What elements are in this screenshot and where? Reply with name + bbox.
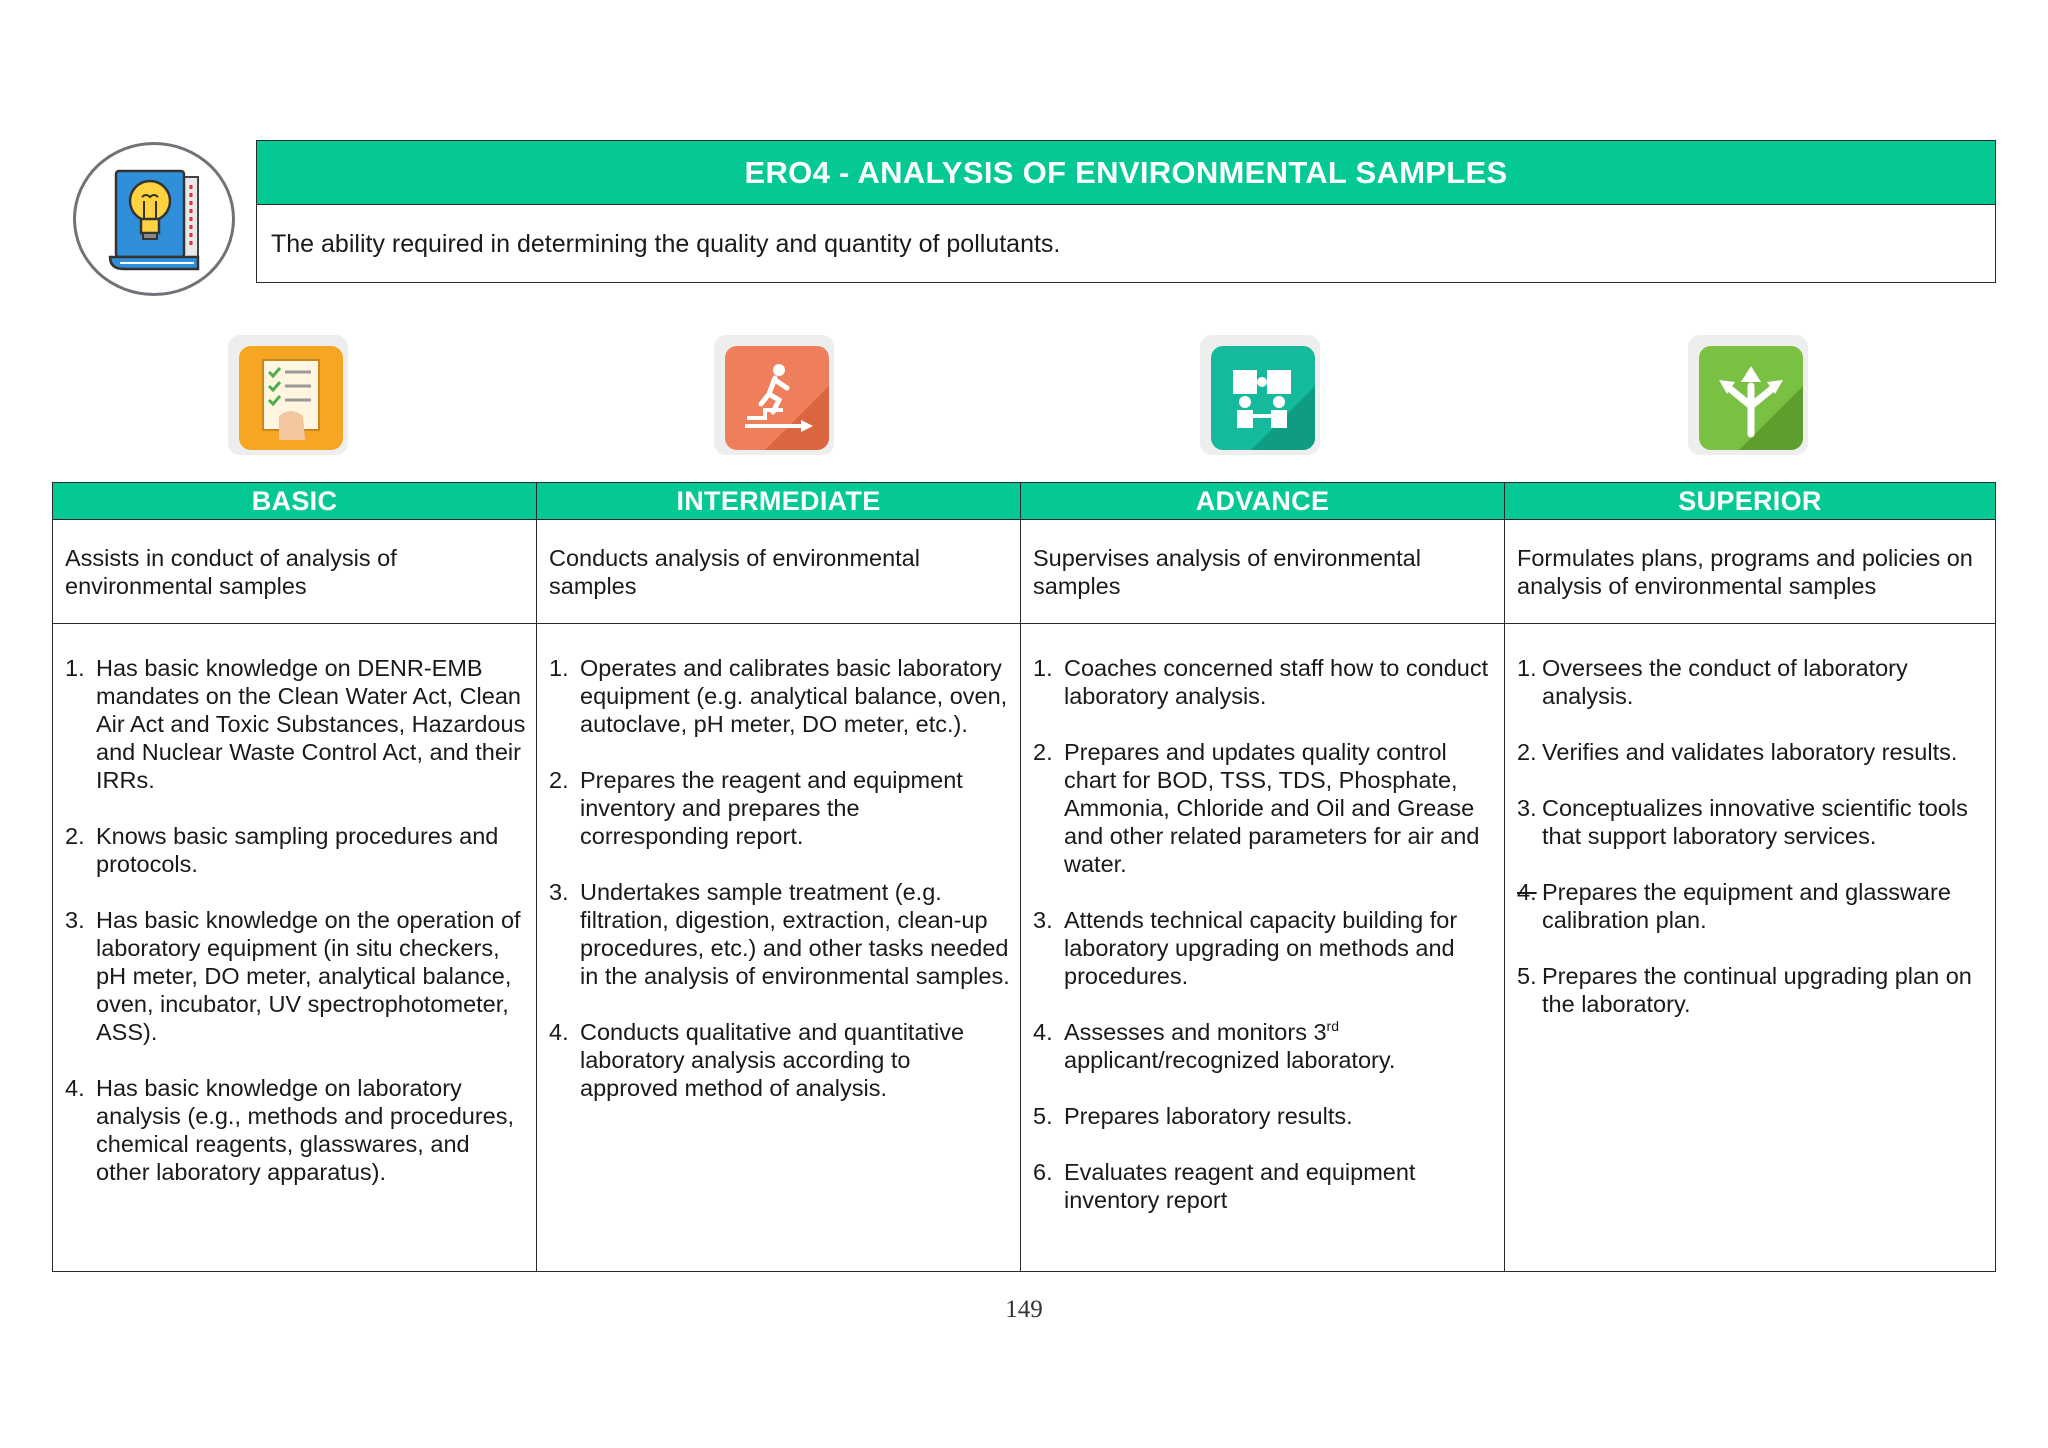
- list-item: 3. Undertakes sample treatment (e.g. filtration, digestion, extraction, clean-up procedures, etc.) and other tasks needed in the analysis of environmental samples.: [549, 879, 1010, 989]
- list-item: 3. Conceptualizes innovative scientific tools that support laboratory services.: [1517, 795, 1968, 849]
- list-item: 1. Oversees the conduct of laboratory analysis.: [1517, 655, 1908, 709]
- team-puzzle-icon: [1200, 335, 1320, 455]
- list-item: 5. Prepares laboratory results.: [1033, 1103, 1353, 1129]
- list-item: 4. Assesses and monitors 3rd applicant/recognized laboratory.: [1033, 1018, 1396, 1073]
- list-item: 1. Coaches concerned staff how to conduct laboratory analysis.: [1033, 655, 1489, 709]
- column-header-superior: SUPERIOR: [1505, 483, 1995, 520]
- list-item: 2. Prepares and updates quality control chart for BOD, TSS, TDS, Phosphate, Ammonia, Chloride and Oil and Grease and other related parameters for air and water.: [1033, 739, 1480, 877]
- list-item: 1. Operates and calibrates basic laboratory equipment (e.g. analytical balance, oven, autoclave, pH meter, DO meter, etc.).: [549, 655, 1008, 737]
- summary-basic: Assists in conduct of analysis of environmental samples: [53, 520, 536, 624]
- summary-advance: Supervises analysis of environmental samples: [1021, 520, 1504, 624]
- list-item: 5. Prepares the continual upgrading plan on the laboratory.: [1517, 963, 1972, 1017]
- list-item: 3. Has basic knowledge on the operation of laboratory equipment (in situ checkers, pH meter, DO meter, analytical balance, oven, incubator, UV spectrophotometer, ASS).: [65, 907, 521, 1045]
- column-superior: [1505, 483, 1995, 1271]
- competency-title: ERO4 - ANALYSIS OF ENVIRONMENTAL SAMPLES: [257, 141, 1995, 205]
- person-climbing-stairs-icon: [714, 335, 834, 455]
- lightbulb-book-logo-icon: [73, 142, 235, 296]
- checklist-icon: [228, 335, 348, 455]
- summary-superior: Formulates plans, programs and policies on analysis of environmental samples: [1505, 520, 1995, 624]
- competency-title-box: [256, 140, 1996, 283]
- branching-arrows-icon: [1688, 335, 1808, 455]
- list-item: 2. Verifies and validates laboratory results.: [1517, 739, 1958, 765]
- list-item: 1. Has basic knowledge on DENR-EMB mandates on the Clean Water Act, Clean Air Act and Toxic Substances, Hazardous and Nuclear Waste Control Act, and their IRRs.: [65, 655, 526, 793]
- list-item: 4. Has basic knowledge on laboratory analysis (e.g., methods and procedures, chemical reagents, glasswares, and other laboratory apparatus).: [65, 1075, 515, 1185]
- summary-intermediate: Conducts analysis of environmental samples: [537, 520, 1020, 624]
- list-item: 4. Conducts qualitative and quantitative laboratory analysis according to approved method of analysis.: [549, 1019, 965, 1101]
- list-item: 6. Evaluates reagent and equipment inventory report: [1033, 1159, 1416, 1213]
- list-item: 4. Prepares the equipment and glassware calibration plan.: [1517, 879, 1951, 933]
- column-basic: [53, 483, 537, 1271]
- list-item: 2. Knows basic sampling procedures and protocols.: [65, 823, 499, 877]
- column-intermediate: [537, 483, 1021, 1271]
- list-item: 2. Prepares the reagent and equipment inventory and prepares the corresponding report.: [549, 767, 963, 849]
- list-item: 3. Attends technical capacity building for laboratory upgrading on methods and procedures.: [1033, 907, 1458, 989]
- column-header-advance: ADVANCE: [1021, 483, 1504, 520]
- column-advance: [1021, 483, 1505, 1271]
- competency-levels-table: [52, 482, 1996, 1272]
- page-number: 149: [1005, 1296, 1043, 1323]
- competency-description: The ability required in determining the quality and quantity of pollutants.: [271, 229, 1061, 258]
- column-header-intermediate: INTERMEDIATE: [537, 483, 1020, 520]
- column-header-basic: BASIC: [53, 483, 536, 520]
